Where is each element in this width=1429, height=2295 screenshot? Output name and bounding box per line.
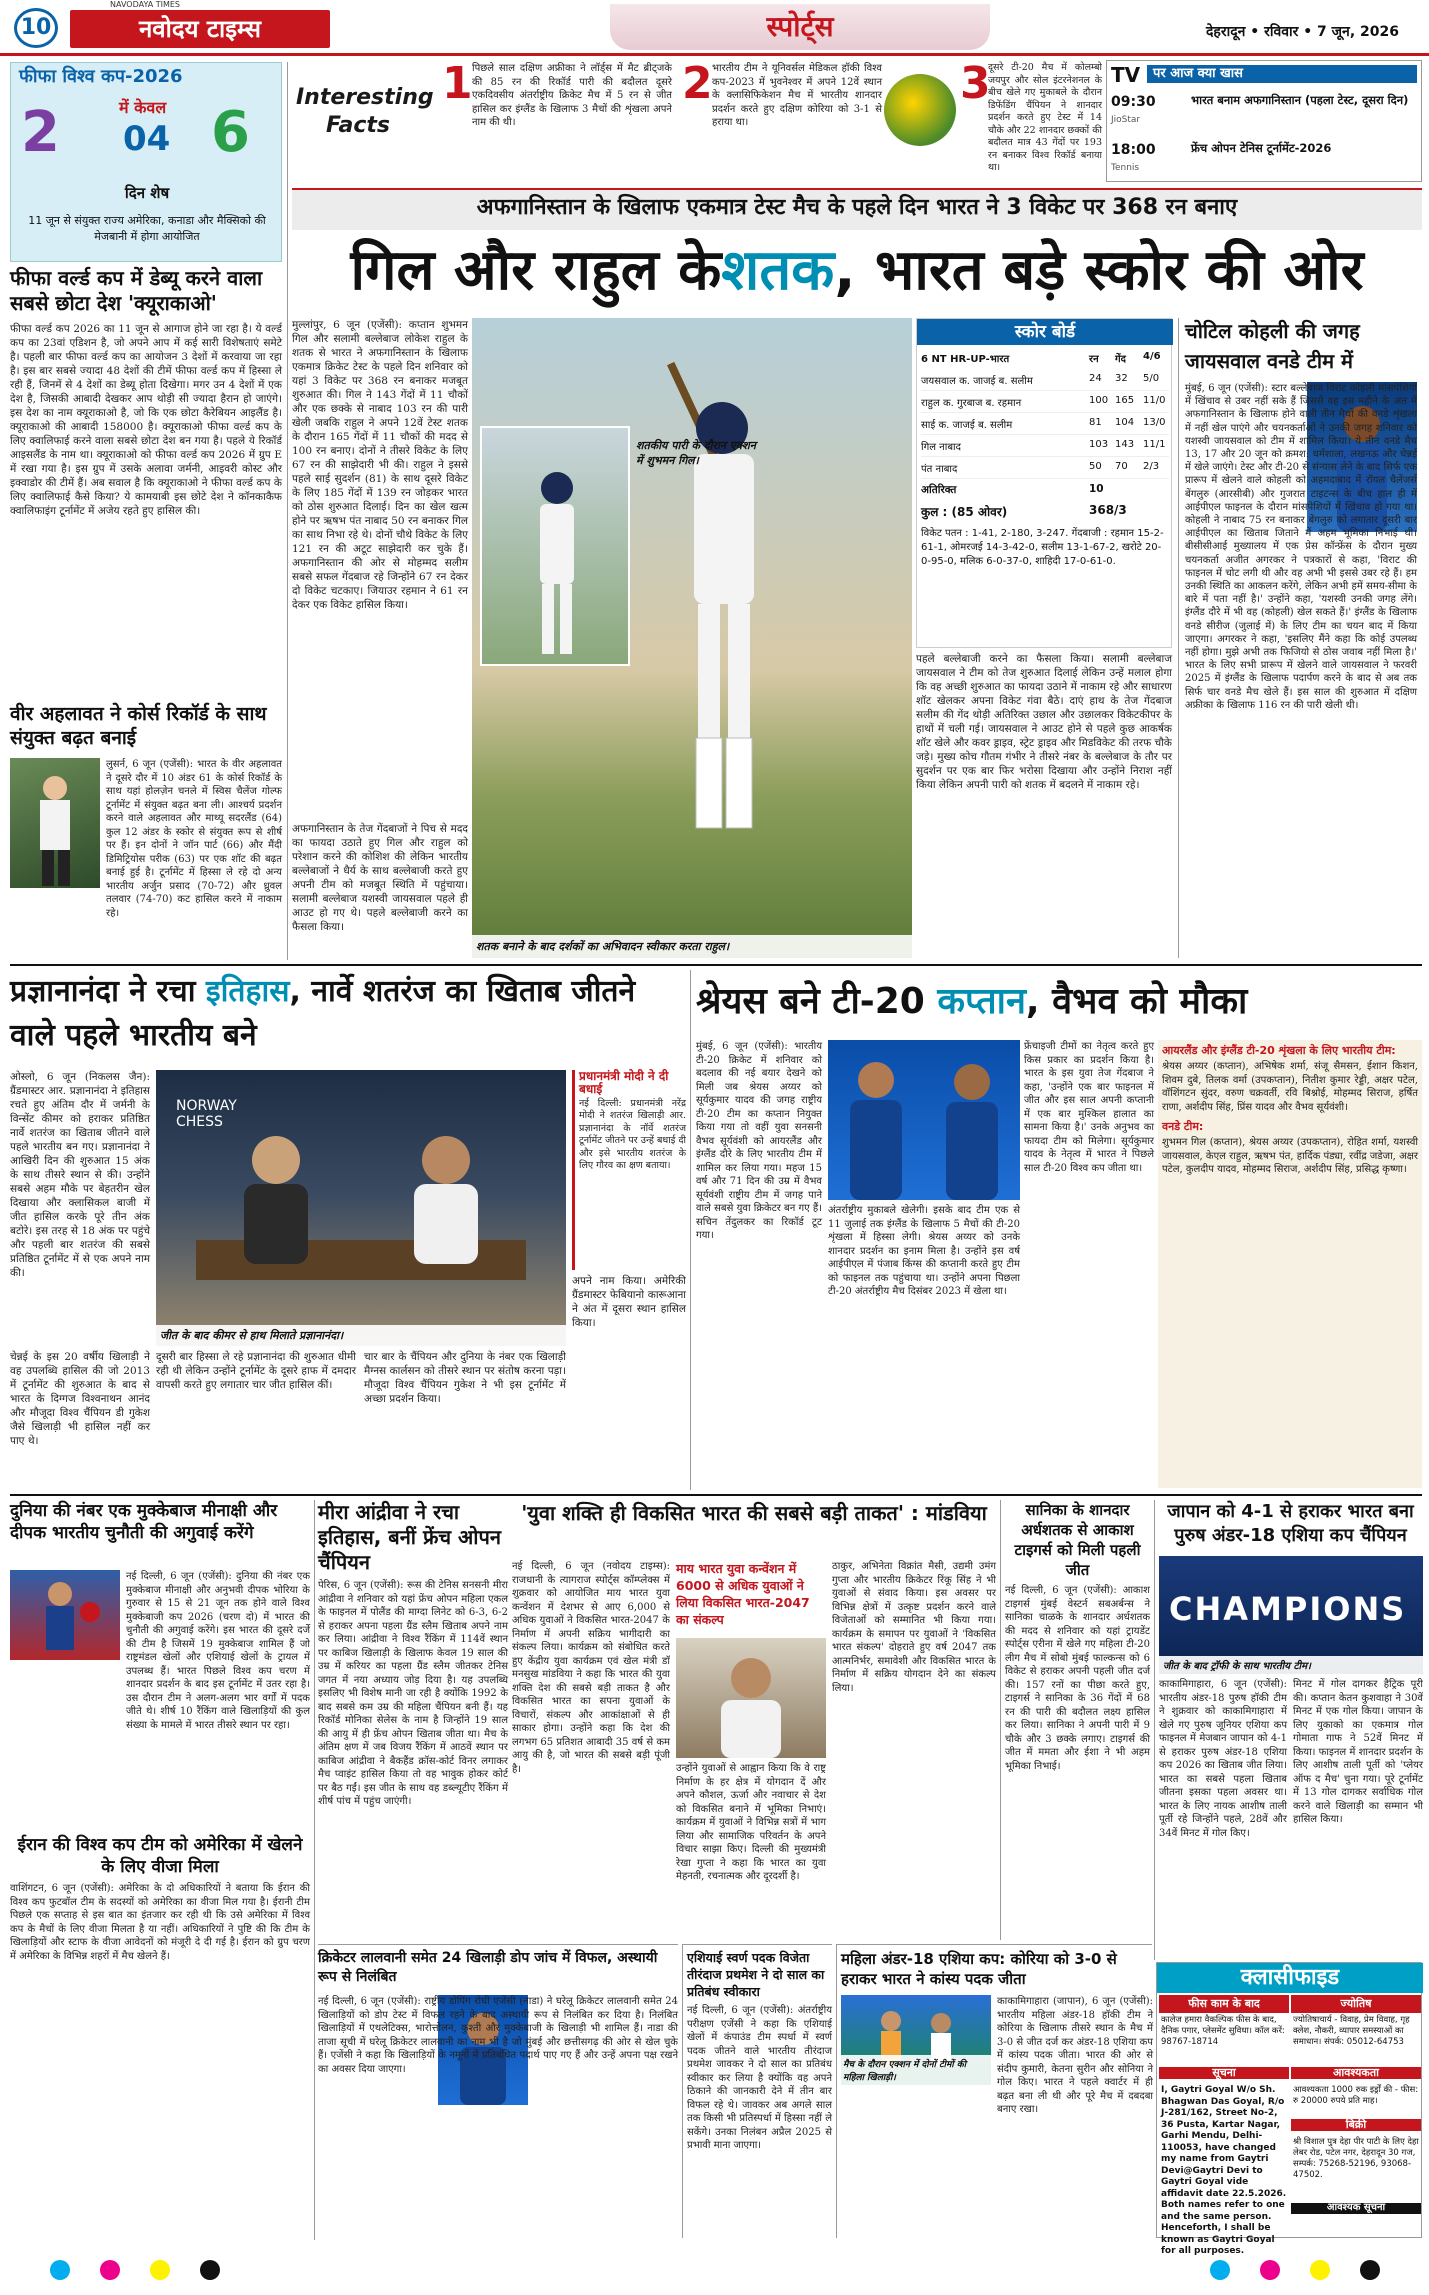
asian-gold-article [682, 1944, 832, 2238]
praggna-headline-1: प्रज्ञानानंदा ने रचा [10, 974, 206, 1009]
sb-runs: 100 [1089, 395, 1109, 406]
curacao-headline: फीफा वर्ल्ड कप में डेब्यू करने वाला सबसे छोटा देश 'क्यूराकाओ' [10, 266, 263, 315]
champions-banner: CHAMPIONS [1169, 1590, 1407, 1628]
sb-4s6s: 13/0 [1143, 417, 1166, 428]
sb-4s6s: 11/0 [1143, 395, 1166, 406]
tv-row-2 [1111, 139, 1417, 181]
facts-label-top: Interesting [296, 85, 434, 110]
sb-total: 368/3 [1089, 503, 1127, 517]
lead-body-col1: मुल्लांपुर, 6 जून (एजेंसी): कप्तान शुभमन गिल और सलामी बल्लेबाज लोकेश राहुल के शतक से भारत ने अफगानिस्तान के खिलाफ एकमात्र क्रिकेट टेस्ट के पहले दिन शनिवार को यहां 3 विकेट पर 368 रन बनाकर मजबूत शुरुआत की। गिल ने 143 गेंदों में 11 चौकों और एक छक्के से नाबाद 103 रन की पारी खेली जबकि राहुल ने अपने 12वें टेस्ट शतक के दौरान 165 गेंदों में 11 चौकों की मदद से 100 रन बनाए। दोनों ने तीसरे विकेट के लिए 67 रन की साझेदारी भी की। राहुल ने इससे पहले साई सुदर्शन (81) के साथ दूसरे विकेट के लिए 185 गेंदों में 139 रन जोड़कर भारत को ठोस शुरुआत दिलाई। दिन का खेल खत्म होने पर ऋषभ पंत नाबाद 50 रन बनाकर गिल का साथ निभा रहे थे। दोनों चौथे विकेट के लिए 121 रन की अटूट साझेदारी कर चुके हैं। अफगानिस्तान की ओर से मोहम्मद सलीम सबसे सफल गेंदबाज रहे जिन्होंने 67 रन देकर दो विकेट चटकाए। जियाउर रहमान ने 61 रन देकर एक विकेट हासिल किया। [292, 319, 468, 611]
lead-kicker: अफगानिस्तान के खिलाफ एकमात्र टेस्ट मैच के पहले दिन भारत ने 3 विकेट पर 368 रन बनाए [476, 195, 1238, 220]
section-rule [10, 1494, 1422, 1496]
sb-batsman: साई क. जाजई ब. सलीम [921, 420, 1013, 431]
doping-headline: क्रिकेटर लालवानी समेत 24 खिलाड़ी डोप जांच में विफल, अस्थायी रूप से निलंबित [318, 1950, 658, 1985]
shreyas-body-1: मुंबई, 6 जून (एजेंसी): भारतीय टी-20 क्रिकेट में शनिवार को बदलाव की नई बयार देखने को मिली जब श्रेयस अय्यर को सूर्यकुमार यादव की जगह राष्ट्रीय टी-20 टीम का कप्तान नियुक्त किया गया तो वहीं युवा सनसनी वैभव सूर्यवंशी को आयरलैंड और इंग्लैंड दौरे के लिए भारतीय टीम में शामिल कर लिया गया। महज 15 वर्ष और 71 दिन की उम्र में वैभव सूर्यवंशी राष्ट्रीय टीम में जगह पाने वाले सबसे युवा क्रिकेटर बन गए हैं। सचिन तेंदुलकर का रिकॉर्ड टूट गया। [696, 1041, 822, 1241]
boxing-body: नई दिल्ली, 6 जून (एजेंसी): दुनिया की नंबर एक मुक्केबाज मीनाक्षी और अनुभवी दीपक भोरिया के गुरुवार से 15 से 21 जून तक होने वाले विश्व मुक्केबाजी कप 2026 (चरण दो) में भारत की चुनौती की अगुवाई करेंगे। इस भारत की दूसरे दर्जे की टीम है जिसमें 19 मुक्केबाज शामिल हैं जो राष्ट्रमंडल खेलों और एशियाई खेलों के ट्रायल में उपलब्ध हैं। भारत पिछले विश्व कप चरण में शानदार प्रदर्शन के बाद इस टूर्नामेंट में उतर रहा है। उस दौरान टीम ने अलग-अलग भार वर्गों में पदक जीते थे। शीर्ष 10 रैंकिंग वाले खिलाड़ियों की कुल संख्या के मामले में भारत तीसरे स्थान पर रहा। [126, 1571, 310, 1731]
mandaviya-figure [676, 1638, 826, 1758]
tv-row-1-time: 09:30 [1111, 94, 1156, 110]
women-u18-article [836, 1944, 1152, 2238]
dateline: देहरादून • रविवार • 7 जून, 2026 [1205, 24, 1399, 40]
sb-team: 6 NT HR-UP-भारत [921, 354, 1010, 365]
modi-title: प्रधानमंत्री मोदी ने दी बधाई [579, 1069, 669, 1096]
fact-1 [442, 60, 672, 178]
mandaviya-photo [676, 1638, 826, 1758]
jaiswal-headline-2: जायसवाल वनडे टीम में [1185, 349, 1353, 373]
classified-cat-1: फीस काम के बाद [1159, 1995, 1289, 2013]
japan-body-1: काकामिगाहारा, 6 जून (एजेंसी): भारतीय अंडर-18 पुरुष हॉकी टीम ने शुक्रवार को काकामिगाहारा में खेले गए पुरुष जूनियर एशिया कप फाइनल में मेजबान जापान को 4-1 से हराकर पुरुष अंडर-18 एशिया कप 2026 का खिताब जीत लिया। भारत का सबसे पहला खिताब जीतना इसका पहला अवसर था। भारत के लिए नायक आशीष ताली पूर्ती रहे जिन्होंने पहले, 28वें और 34वें मिनट में गोल किए। [1159, 1679, 1287, 1839]
notice-body: I, Gaytri Goyal W/o Sh. Bhagwan Das Goyal, R/o J-281/162, Street No-2, 36 Pusta, Kartar Nagar, Garhi Mendu, Delhi-110053, have changed my name from Gaytri Devi@Gaytri Devi to Gaytri Goyal vide affidavit date 22.5.2026. Both names refer to one and the same person. Henceforth, I shall be known as Gaytri Goyal for all purposes. [1161, 2085, 1287, 2256]
sb-batsman: जयसवाल क. जाजई ब. सलीम [921, 376, 1033, 387]
sale-body: श्री विशाल पुत्र देहा पीर पाटी के लिए देहा लेबर रोड, पटेल नगर, देहरादून 30 गज, सम्पर्क: 75268-52196, 93068-47502. [1293, 2137, 1419, 2180]
tv-row-1-text: भारत बनाम अफगानिस्तान (पहला टेस्ट, दूसरा दिन) [1191, 93, 1409, 107]
wc-countdown-box [10, 62, 282, 262]
shreyas-photo [828, 1040, 924, 1200]
urgent-title: आवश्यक सूचना [1291, 2203, 1421, 2214]
scoreboard-extras [921, 483, 1169, 503]
praggna-body-2: चेन्नई के इस 20 वर्षीय खिलाड़ी ने वह उपलब्धि हासिल की जो 2013 में टूर्नामेंट की शुरुआत के बाद से भारत के दिग्गज विश्वनाथन आनंद और मौजूदा विश्व चैंपियन डी गुकेश जैसे खिलाड़ी भी हासिल नहीं कर पाए थे। [10, 1351, 150, 1447]
classified-box [1156, 1962, 1422, 2256]
gill-inset-caption: शतकीय पारी के दौरान एक्शन में शुभमन गिल। [636, 439, 756, 467]
masthead: नवोदय टाइम्स [70, 10, 330, 48]
scoreboard-row [921, 435, 1169, 457]
chess-handshake-figure [156, 1070, 566, 1346]
tv-row-1 [1111, 91, 1417, 133]
classified-cat-2: ज्योतिष [1291, 1995, 1421, 2013]
tv-row-2-channel: Tennis [1111, 163, 1140, 173]
japan-headline: जापान को 4-1 से हराकर भारत बना पुरुष अंडर-18 एशिया कप चैंपियन [1167, 1501, 1414, 1546]
mandaviya-body-3: ठाकुर, अभिनेता विक्रांत मैसी, उद्यमी उमंग गुप्ता और भारतीय क्रिकेटर रिंकू सिंह ने भी युवाओं से संवाद किया। इस अवसर पर विभिन्न क्षेत्रों में उत्कृष्ट प्रदर्शन करने वाले विजेताओं को सम्मानित भी किया गया। कार्यक्रम के समापन पर युवाओं ने 'विकसित भारत संकल्प' दोहराते हुए वर्ष 2047 तक आत्मनिर्भर, समावेशी और विकसित भारत के निर्माण में सक्रिय योगदान देने का संकल्प लिया। [832, 1561, 996, 1694]
curacao-article [10, 266, 282, 698]
masthead-small: NAVODAYA TIMES [110, 0, 181, 9]
need-title: आवश्यकता [1291, 2067, 1421, 2079]
lead-kicker-bar [292, 188, 1422, 230]
scoreboard-row [921, 391, 1169, 413]
praggna-headline-2: , नार्वे शतरंज का खिताब जीतने वाले पहले भारतीय बने [10, 974, 636, 1053]
classified-title: क्लासीफाइड [1157, 1963, 1423, 1993]
shreyas-figure [828, 1040, 924, 1200]
lead-body-col3: पहले बल्लेबाजी करने का फैसला किया। सलामी बल्लेबाज जायसवाल ने टीम को तेज शुरुआत दिलाई लेकिन उन्हें मलाल होगा कि वह अच्छी शुरुआत का फायदा उठाने में नाकाम रहे और साधारण शॉट खेलकर अपना विकेट गंवा बैठे। दाएं हाथ के तेज गेंदबाज सलीम की गेंद थोड़ी अतिरिक्त उछाल और उछालकर विकेटकीपर के हाथों में चली गई। जायसवाल ने आउट होने से पहले कुछ आकर्षक शॉट खेले और कवर ड्राइव, स्ट्रेट ड्राइव और मिडविकेट की तरफ चौके जड़े। मुख्य कोच गौतम गंभीर ने तीसरे नंबर के बल्लेबाज के तौर पर सुदर्शन पर एक बार फिर भरोसा दिखाया और उन्होंने निराश नहीं किया लेकिन अपनी पारी को शतक में बदलने में नाकाम रहे। [916, 653, 1172, 791]
team-list-box [1158, 1040, 1422, 1488]
mandaviya-headline: 'युवा शक्ति ही विकसित भारत की सबसे बड़ी ताकत' : मांडविया [521, 1501, 987, 1525]
sb-runs: 50 [1089, 461, 1102, 472]
mirra-body: पेरिस, 6 जून (एजेंसी): रूस की टेनिस सनसनी मीरा आंद्रीवा ने शनिवार को यहां फ्रेंच ओपन महिला एकल के फाइनल में पोलैंड की माग्दा लिनेट को 6-3, 6-2 से हराकर अपना पहला ग्रैंड स्लैम खिताब अपने नाम कर लिया। आंद्रीवा ने विश्व रैंकिंग में 114वें स्थान पर काबिज खिलाड़ी के खिलाफ केवल 19 साल की उम्र में करियर का पहला ग्रैंड स्लैम जीतकर टेनिस जगत में नया अध्याय जोड़ दिया है। यह उपलब्धि इसलिए भी विशेष मानी जा रही है क्योंकि 1992 के बाद सबसे कम उम्र की महिला चैंपियन बनी हैं। यह रिकॉर्ड मोनिका सेलेस के नाम है जिन्होंने 19 साल की आयु में ही फ्रेंच ओपन खिताब जीता था। मैच के अंतिम क्षण में जब विजय रैंकिंग में आठवें स्थान पर काबिज आंद्रीवा ने बैकहैंड क्रॉस-कोर्ट विनर लगाकर मैच प्वाइंट हासिल किया तो वह भावुक होकर कोर्ट पर बैठ गईं। इस जीत के साथ वह डब्ल्यूटीए रैंकिंग में शीर्ष पांच में पहुंच जाएंगी। [318, 1580, 508, 1807]
gill-figure [482, 428, 632, 668]
sb-runs: 103 [1089, 439, 1109, 450]
wc-countdown-suffix: दिन शेष [124, 184, 170, 202]
chess-caption: जीत के बाद कीमर से हाथ मिलाते प्रज्ञानानंदा। [156, 1325, 566, 1346]
doping-article [318, 1944, 678, 2238]
registration-marks [0, 2250, 1429, 2290]
sb-batsman: राहुल क. गुरबाज ब. रहमान [921, 398, 1022, 409]
jaiswal-article [1178, 318, 1422, 958]
fact-2-number: 2 [682, 58, 713, 109]
sanika-body: नई दिल्ली, 6 जून (एजेंसी): आकाश टाइगर्स मुंबई वेस्टर्न सबअर्बन्स ने सानिका चाळके के शानदार अर्धशतक की मदद से शनिवार को यहां ट्रायडेंट स्पोर्ट्स एरीना में खेले गए महिला टी-20 लीग मैच में सोबो मुंबई फाल्कन्स को 6 विकेट से हराकर अपनी पहली जीत दर्ज की। 157 रनों का पीछा करते हुए, टाइगर्स ने सानिका के 36 गेंदों में 68 रन की पारी की बदौलत लक्ष्य हासिल कर लिया। सानिका ने अपनी पारी में 9 चौके और 3 छक्के लगाए। टाइगर्स की जीत में ममता और ईशा ने भी अहम भूमिका निभाई। [1005, 1585, 1150, 1772]
shreyas-headline-1: श्रेयस बने टी-20 [696, 981, 938, 1022]
japan-body-2: मिनट में गोल दागकर हैट्रिक पूरी की। कप्तान केतन कुशवाहा ने 30वें मिनट में एक गोल किया। जापान के लिए युकाको का एकमात्र गोल गोमाता गाफ ने 52वें मिनट में किया। फाइनल में शानदार प्रदर्शन के लिए आशीष ताली पूर्ती को 'प्लेयर ऑफ द मैच' चुना गया। पूरे टूर्नामेंट में 13 गोल दागकर सर्वाधिक गोल करने वाले खिलाड़ी का सम्मान भी हासिल किया। [1293, 1679, 1423, 1825]
sb-balls: 32 [1115, 373, 1128, 384]
shreyas-headline [696, 976, 1422, 1032]
veer-headline: वीर अहलावत ने कोर्स रिकॉर्ड के साथ संयुक्त बढ़त बनाई [10, 703, 267, 749]
women-hockey-photo [841, 1995, 991, 2085]
veer-body: लुसर्न, 6 जून (एजेंसी): भारत के वीर अहलावत ने दूसरे दौर में 10 अंडर 61 के कोर्स रिकॉर्ड के साथ यहां होलज़ेन चनले में स्विस चैलेंज गोल्फ टूर्नामेंट में संयुक्त बढ़त बना ली। आश्चर्य प्रदर्शन करने वाले अहलावत और माथ्यू सदरलैंड (64) कुल 12 अंडर के स्कोर से संयुक्त रूप से शीर्ष पर हैं। इन दोनों ने जॉन पार्ट (66) और मैंदी डिमिट्रियोस परीक (63) पर एक शॉट की बढ़त बनाई हुई है। टूर्नामेंट में हिस्सा ले रहे दो अन्य भारतीय अर्जुन प्रसाद (70-72) और ध्रुवल तलवार (74-70) कट हासिल करने में नाकाम रहे। [106, 759, 282, 919]
asian-gold-body: नई दिल्ली, 6 जून (एजेंसी): अंतर्राष्ट्रीय परीक्षण एजेंसी ने कहा कि एशियाई खेलों में कंपाउंड टीम स्पर्धा में स्वर्ण पदक जीतने वाले भारतीय तीरंदाज प्रथमेश जावकर ने दो साल का प्रतिबंध स्वीकार कर लिया है क्योंकि वह अपने ठिकाने की जानकारी देने में तीन बार विफल रहे थे। जावकर अब अगले साल तक किसी भी प्रतिस्पर्धा में हिस्सा नहीं ले सकेंगे। उनका निलंबन अप्रैल 2025 से प्रभावी माना जाएगा। [687, 2005, 832, 2151]
jaiswal-body: मुंबई, 6 जून (एजेंसी): स्टार बल्लेबाज विराट कोहली मांसपेशियों में खिंचाव से उबर नहीं सके हैं जिससे वह इस महीने के अंत में अफगानिस्तान के खिलाफ होने वाली तीन मैचों की वनडे शृंखला में नहीं खेल पाएंगे और चयनकर्ताओं ने उनकी जगह शनिवार को यशस्वी जायसवाल को टीम में शामिल किया। ये तीन वनडे मैच 13, 17 और 20 जून को क्रमश: धर्मशाला, लखनऊ और चेन्नई में खेले जाएंगे। टेस्ट और टी-20 से संन्यास लेने के बाद सिर्फ एक प्रारूप में खेलने वाले कोहली को अहमदाबाद में रॉयल चैलेंजर्स बेंगलुरु (आरसीबी) और गुजरात टाइटन्स के बीच हाल ही में आईपीएल फाइनल के दौरान मांसपेशियों में खिंचाव हो गया था। कोहली ने नाबाद 75 रन बनाकर बेंगलुरु को लगातार दूसरी बार आईपीएल का खिताब जिताने में अहम भूमिका निभाई थी। बीसीसीआई मुख्यालय में एक प्रेस कॉन्फ्रेंस के दौरान मुख्य चयनकर्ता अजीत अगरकर ने पत्रकारों से कहा, 'विराट की फाइनल में चोट लगी थी और वह अभी भी इससे उबर रहे हैं। हम उनकी स्थिति का आकलन करेंगे, लेकिन अभी हमें समय-सीमा के बारे में पता नहीं है।' उन्होंने कहा, 'यशस्वी उनकी जगह लेंगे। इंग्लैंड दौरे में भी वह (कोहली) खेल सकते हैं।' इंग्लैंड के खिलाफ वनडे सीरीज (जुलाई में) के लिए टीम का चयन बाद में किया जाएगा। अगरकर ने कहा, 'इसलिए मैंने कहा कि कोई उपलब्ध नहीं होगा। मुझे अभी तक फिजियो से ठोस जवाब नहीं मिला है।' भारत के लिए सभी प्रारूप में खेलने वाले जायसवाल ने फरवरी 2025 में इंग्लैंड के खिलाफ पदार्पण करने के बाद से अब तक सिर्फ चार वनडे मैच खेले हैं। इस साल की शुरुआत में दक्षिण अफ्रीका के खिलाफ 116 रन की पारी खेली थी। [1185, 383, 1417, 711]
sb-runs: 24 [1089, 373, 1102, 384]
vaibhav-figure [924, 1040, 1020, 1200]
praggna-headline [10, 970, 686, 1066]
sb-4s6s: 5/0 [1143, 373, 1160, 384]
svg-text:NORWAY: NORWAY [176, 1098, 237, 1114]
column-divider [690, 970, 691, 1490]
women-u18-headline: महिला अंडर-18 एशिया कप: कोरिया को 3-0 से हराकर भारत ने कांस्य पदक जीता [841, 1950, 1117, 1988]
asian-gold-headline: एशियाई स्वर्ण पदक विजेता तीरंदाज प्रथमेश ने दो साल का प्रतिबंध स्वीकारा [687, 1950, 825, 1999]
sb-col-4s6s: 4/6 [1143, 351, 1161, 362]
fact-3 [960, 60, 1102, 178]
print-registration-bar [0, 2250, 1429, 2290]
sb-balls: 165 [1115, 395, 1135, 406]
iran-body: वाशिंगटन, 6 जून (एजेंसी): अमेरिका के दो अधिकारियों ने बताया कि ईरान की विश्व कप फुटबॉल टीम के सदस्यों को अमेरिका का वीजा मिल गया है। ईरानी टीम पिछले एक सप्ताह से इस बात का इंतजार कर रही थी कि उसे अमेरिका में विश्व कप के मैचों के लिए वीजा मिलता है या नहीं। अधिकारियों ने पुष्टि की कि टीम के खिलाड़ियों और स्टाफ के वीजा आवेदनों को मंजूरी दे दी गई है। ईरान को ग्रुप चरण में अमेरिका के विभिन्न शहरों में मैच खेलने हैं। [10, 1883, 310, 1962]
column-divider [314, 1500, 315, 2240]
scoreboard-row [921, 457, 1169, 479]
women-u18-body: काकामिगाहारा (जापान), 6 जून (एजेंसी): भारतीय महिला अंडर-18 हॉकी टीम ने कोरिया के खिलाफ तीसरे स्थान के मैच में 3-0 से जीत दर्ज कर अंडर-18 एशिया कप में कांस्य पदक जीता। भारत की ओर से संदीप कुमारी, केतना सुरीन और सोनिया ने गोल किए। भारत ने पहले क्वार्टर में ही बढ़त बना ली थी और पूरे मैच में दबदबा बनाए रखा। [997, 1996, 1153, 2115]
scoreboard [916, 318, 1172, 648]
sb-balls: 70 [1115, 461, 1128, 472]
scoreboard-title: स्कोर बोर्ड [917, 319, 1173, 345]
japan-team-photo [1159, 1556, 1423, 1674]
wc-countdown-title: फीफा विश्व कप-2026 [19, 66, 183, 87]
t20-team-list: श्रेयस अय्यर (कप्तान), अभिषेक शर्मा, संजू सैमसन, ईशान किशन, शिवम दुबे, तिलक वर्मा (उपकप्तान), नितीश कुमार रेड्डी, अक्षर पटेल, वॉशिंगटन सुंदर, वरुण चक्रवर्ती, रवि बिश्नोई, मोहम्मद सिराज, हर्षित राणा, अर्शदीप सिंह, प्रिंस यादव और वैभव सूर्यवंशी। [1162, 1061, 1418, 1113]
wc-26-logo-2: 6 [211, 100, 250, 165]
doping-body: नई दिल्ली, 6 जून (एजेंसी): राष्ट्रीय डोपिंग रोधी एजेंसी (नाडा) ने घरेलू क्रिकेटर लालवानी समेत 24 खिलाड़ियों को डोप टेस्ट में विफल रहने के बाद अस्थायी रूप से निलंबित कर दिया है। निलंबित खिलाड़ियों में एथलेटिक्स, भारोत्तोलन, कुश्ती और मुक्केबाजी के खिलाड़ी भी शामिल हैं। नाडा की ताजा सूची में घरेलू क्रिकेटर लालवानी का नाम भी है जो मुंबई और छत्तीसगढ़ की ओर से खेल चुके हैं। एजेंसी ने कहा कि खिलाड़ियों के नमूनों में प्रतिबंधित पदार्थ पाए गए हैं और उन्हें अपना पक्ष रखने का अवसर दिया जाएगा। [318, 1996, 678, 2075]
modi-body: नई दिल्ली: प्रधानमंत्री नरेंद्र मोदी ने शतरंज खिलाड़ी आर. प्रज्ञानानंदा के नॉर्वे शतरंज टूर्नामेंट जीतने पर उन्हें बधाई दी और इसे भारतीय शतरंज के लिए गौरव का क्षण बताया। [579, 1097, 686, 1172]
hockey-ball-photo [884, 74, 956, 146]
column-divider [287, 62, 288, 960]
notice-title: सूचना [1159, 2067, 1289, 2079]
sb-extras-label: अतिरिक्त [921, 484, 957, 496]
fact-3-number: 3 [960, 58, 991, 109]
odi-team-title: वनडे टीम: [1162, 1120, 1204, 1133]
scoreboard-row [921, 369, 1169, 391]
sanika-headline: सानिका के शानदार अर्धशतक से आकाश टाइगर्स को मिली पहली जीत [1014, 1501, 1141, 1579]
shreyas-body-3: फ्रेंचाइजी टीमों का नेतृत्व करते हुए किस प्रकार का प्रदर्शन किया है। भारत के इस युवा तेज गेंदबाज ने कहा, 'उन्होंने एक बार फाइनल में जीत और इस साल अपनी कप्तानी में एक बार मुश्किल हालात का सामना किया है।' उनके अनुभव का फायदा टीम को मिलेगा। सूर्यकुमार यादव के नेतृत्व में भारत ने पिछले साल टी-20 विश्व कप जीता था। [1024, 1041, 1154, 1174]
iran-headline: ईरान की विश्व कप टीम को अमेरिका में खेलने के लिए वीजा मिला [17, 1835, 303, 1877]
mirra-article [318, 1500, 508, 1940]
japan-caption: जीत के बाद ट्रॉफी के साथ भारतीय टीम। [1159, 1656, 1423, 1674]
praggna-body-3: दूसरी बार हिस्सा ले रहे प्रज्ञानानंदा की शुरुआत धीमी रही थी लेकिन उन्होंने टूर्नामेंट के दूसरे हाफ में दमदार वापसी करते हुए लगातार चार जीत हासिल कीं। [156, 1351, 356, 1391]
praggna-headline-hl: इतिहास [205, 974, 290, 1009]
scoreboard-fow: विकेट पतन : 1-41, 2-180, 3-247. गेंदबाजी : रहमान 15-2-61-1, ओमरजई 14-3-42-0, सलीम 13-1-67-2, खरोटे 20-0-95-0, मलिक 6-0-37-0, शाहिदी 17-0-61-0. [921, 528, 1164, 567]
wc-26-logo: 2 [21, 100, 60, 165]
section-title: स्पोर्ट्स [610, 4, 990, 50]
tv-row-2-text: फ्रेंच ओपन टेनिस टूर्नामेंट-2026 [1191, 141, 1332, 155]
facts-strip [292, 60, 1102, 180]
jaiswal-headline-1: चोटिल कोहली की जगह [1185, 319, 1360, 343]
tv-label: TV [1111, 63, 1141, 87]
sb-runs: 81 [1089, 417, 1102, 428]
sale-title: बिक्री [1291, 2119, 1421, 2131]
sb-total-label: कुल : (85 ओवर) [921, 505, 1008, 519]
praggna-body-1: ओस्लो, 6 जून (निकलस जैन): ग्रैंडमास्टर आर. प्रज्ञानानंदा ने इतिहास रचते हुए अंतिम दौर में जर्मनी के विन्सेंट कीमर को हराकर प्रतिष्ठित नार्वे शतरंज का खिताब जीतने वाले पहले भारतीय बन गए। प्रज्ञानानंदा ने आखिरी दिन की शुरुआत 15 अंक के साथ तीसरे स्थान से की। उन्होंने सबसे अहम मौके पर बेहतरीन खेल दिखाया और क्लासिकल बाजी में जीत हासिल करके पूरे तीन अंक बटोरे। इस तरह से 18 अंक पर पहुंचे और पहली बार शतरंज की सबसे प्रतिष्ठित टूर्नामेंट में से एक अपने नाम की। [10, 1071, 150, 1279]
modi-box [572, 1070, 686, 1270]
sb-4s6s: 11/1 [1143, 439, 1166, 450]
t20-team-title: आयरलैंड और इंग्लैंड टी-20 शृंखला के लिए भारतीय टीम: [1162, 1044, 1396, 1057]
iran-article [10, 1834, 310, 2238]
tv-row-1-channel: JioStar [1111, 115, 1141, 125]
gill-inset-photo [480, 426, 630, 666]
lead-headline-2: , भारत बड़े स्कोर की ओर [834, 238, 1364, 303]
mandaviya-body-1: नई दिल्ली, 6 जून (नवोदय टाइम्स): राजधानी के त्यागराज स्पोर्ट्स कॉम्प्लेक्स में शुक्रवार को आयोजित माय भारत युवा कन्वेंशन में देशभर से आए 6,000 से अधिक युवाओं ने विकसित भारत-2047 के निर्माण में अपनी सक्रिय भागीदारी का संकल्प लिया। कार्यक्रम को संबोधित करते हुए केंद्रीय युवा कार्यक्रम एवं खेल मंत्री डॉ मनसुख मांडविया ने कहा कि भारत की युवा शक्ति देश की सबसे बड़ी ताकत है और विकसित भारत का सपना युवाओं के विचारों, संकल्प और आकांक्षाओं से ही साकार होगा। उन्होंने कहा कि देश की लगभग 65 प्रतिशत आबादी 35 वर्ष से कम आयु की है, जो भारत की सबसे बड़ी पूंजी है। [512, 1561, 670, 1775]
lead-headline-1: गिल और राहुल के [350, 238, 722, 303]
odi-team-list: शुभमन गिल (कप्तान), श्रेयस अय्यर (उपकप्तान), रोहित शर्मा, यशस्वी जायसवाल, केएल राहुल, ऋषभ पंत, हार्दिक पंड्या, रवींद्र जडेजा, अक्षर पटेल, कुलदीप यादव, मोहम्मद सिराज, अर्शदीप सिंह, प्रसिद्ध कृष्णा। [1162, 1137, 1418, 1175]
mandaviya-subhead: माय भारत युवा कन्वेंशन में 6000 से अधिक युवाओं ने लिया विकसित भारत-2047 का संकल्प [676, 1561, 810, 1627]
lead-body-col1-cont: अफगानिस्तान के तेज गेंदबाजों ने पिच से मदद का फायदा उठाते हुए गिल और राहुल को परेशान करने की कोशिश की लेकिन भारतीय बल्लेबाजों ने धैर्य के साथ बल्लेबाजी करते हुए अपनी टीम को मजबूत स्थिति में पहुंचाया। सलामी बल्लेबाज यशस्वी जायसवाल पहले ही आउट हो गए थे। पहले बल्लेबाजी करने का फैसला किया। [292, 823, 468, 933]
women-hockey-caption: मैच के दौरान एक्शन में दोनों टीमों की महिला खिलाड़ी। [841, 2055, 991, 2085]
tv-row-2-time: 18:00 [1111, 142, 1156, 158]
mandaviya-article [512, 1500, 996, 1940]
rahul-caption: शतक बनाने के बाद दर्शकों का अभिवादन स्वीकार करता राहुल। [472, 935, 912, 958]
sanika-article [1000, 1500, 1150, 1940]
sb-balls: 104 [1115, 417, 1135, 428]
svg-text:CHESS: CHESS [176, 1114, 223, 1130]
wc-countdown-note: 11 जून से संयुक्त राज्य अमेरिका, कनाडा और मैक्सिको की मेजबानी में होगा आयोजित [28, 214, 266, 243]
boxing-headline: दुनिया की नंबर एक मुक्केबाज मीनाक्षी और दीपक भारतीय चुनौती की अगुवाई करेंगे [10, 1501, 278, 1543]
praggna-after-modi: अपने नाम किया। अमेरिकी ग्रैंडमास्टर फेबियानो कारूआना ने अंत में दूसरा स्थान हासिल किया। [572, 1275, 686, 1329]
classified-ad-1: कालेज हमारा वैकल्पिक फीस के बाद, दैनिक पगार, प्लेसमेंट सुविधा। कॉल करें: 98767-18714 [1161, 2015, 1285, 2047]
section-rule [10, 964, 1422, 966]
praggna-body-4: चार बार के चैंपियन और दुनिया के नंबर एक खिलाड़ी मैग्नस कार्लसन को तीसरे स्थान पर संतोष करना पड़ा। मौजूदा विश्व चैंपियन गुकेश ने भी इस टूर्नामेंट में अच्छा प्रदर्शन किया। [364, 1351, 566, 1405]
tv-schedule [1106, 60, 1422, 182]
fact-3-text: दूसरे टी-20 मैच में कोलम्बो जयपुर और सोल इंटरनेशनल के बीच खेले गए मुकाबले के दौरान डिफेंडिंग चैंपियन ने शानदार प्रदर्शन करते हुए टेस्ट में 14 चौके और 22 शानदार छक्कों की बदौलत मात्र 43 गेंदों पर 193 रन बनाकर विश्व रिकॉर्ड बनाया था। [988, 62, 1102, 173]
golfer-figure [10, 758, 100, 888]
shreyas-body-2: अंतर्राष्ट्रीय मुकाबले खेलेगी। इसके बाद टीम एक से 11 जुलाई तक इंग्लैंड के खिलाफ 5 मैचों की टी-20 शृंखला में हिस्सा लेगी। श्रेयस अय्यर को उनके शानदार प्रदर्शन का इनाम मिला है। उन्होंने इस वर्ष आईपीएल में पंजाब किंग्स की कप्तानी करते हुए टीम को फाइनल तक पहुंचाया था। उन्होंने अपना पिछला टी-20 अंतर्राष्ट्रीय मैच दिसंबर 2023 में खेला था। [828, 1205, 1020, 1297]
page-number: 10 [14, 8, 58, 48]
sb-batsman: पंत नाबाद [921, 464, 958, 475]
fact-2-text: भारतीय टीम ने यूनिवर्सल मेडिकल हॉकी विश्व कप-2023 में भुवनेश्वर में अपने 12वें स्थान के क्लासिफिकेशन मैच में भारतीय शानदार प्रदर्शन करते हुए दक्षिण कोरिया को 3-1 से हराया था। [712, 63, 882, 128]
scoreboard-row [921, 413, 1169, 435]
japan-article [1154, 1500, 1422, 1960]
mirra-headline: मीरा आंद्रीवा ने रचा इतिहास, बनीं फ्रेंच ओपन चैंपियन [318, 1500, 501, 1574]
fact-1-number: 1 [442, 58, 473, 109]
lead-headline-highlight: शतक [721, 238, 835, 303]
shreyas-headline-hl: कप्तान [937, 981, 1026, 1022]
sb-extras: 10 [1089, 483, 1104, 495]
vaibhav-photo [924, 1040, 1020, 1200]
mandaviya-body-2: उन्होंने युवाओं से आह्वान किया कि वे राष्ट्र निर्माण के हर क्षेत्र में योगदान दें और अपने कौशल, ऊर्जा और नवाचार से देश को विकसित बनाने में भूमिका निभाएं। कार्यक्रम में युवाओं ने विभिन्न सत्रों में भाग लिया और सामाजिक परिवर्तन के अपने विचार साझा किए। दिल्ली की मुख्यमंत्री रेखा गुप्ता ने कहा कि भारत का युवा मेहनती, रचनात्मक और दूरदर्शी है। [676, 1763, 826, 1882]
sb-col-runs: रन [1089, 354, 1099, 365]
shreyas-headline-2: , वैभव को मौका [1025, 981, 1248, 1022]
wc-countdown-prefix: में केवल [119, 98, 167, 117]
sb-col-balls: गेंद [1115, 354, 1126, 365]
scoreboard-total [921, 503, 1169, 525]
fact-2 [682, 60, 882, 178]
tv-title: पर आज क्या खास [1147, 65, 1417, 83]
rahul-photo [472, 318, 912, 958]
fact-1-text: पिछले साल दक्षिण अफ्रीका ने लॉर्ड्स में मैट ब्रीट्जके की 85 रन की रिकॉर्ड पारी की बदौलत दूसरे एकदिवसीय अंतर्राष्ट्रीय क्रिकेट मैच में 5 रन से जीत हासिल कर इंग्लैंड के खिलाफ 3 मैचों की शृंखला अपने नाम की थी। [472, 63, 672, 128]
facts-label-bottom: Facts [326, 113, 391, 138]
scoreboard-rows [921, 369, 1169, 479]
chess-photo [156, 1070, 566, 1346]
golfer-photo [10, 758, 100, 888]
curacao-body: फीफा वर्ल्ड कप 2026 का 11 जून से आगाज होने जा रहा है। ये वर्ल्ड कप का 23वां एडिशन है, जो अपने आप में कई सारी विशेषताएं समेटे है। पहली बार फीफा वर्ल्ड कप का आयोजन 3 देशों में करवाया जा रहा है। इस बार सबसे ज्यादा 48 देशों की टीमें फीफा वर्ल्ड कप में हिस्सा ले रही हैं, जिनमें से 4 देशों का डेब्यू होता दिखेगा। मगर उन 4 देशों में एक देश है, जिसकी आबादी देखकर आप थोड़ी सी ज्यादा हैरान हो जाएंगे। इस देश का नाम क्यूराकाओ है, जो कि एक छोटा कैरेबियन आइलैंड है। क्यूराकाओ की आबादी 158000 है। क्यूराकाओ फीफा वर्ल्ड कप के लिए क्वालिफाई करने वाला सबसे छोटा देश बन गया है। पहले ये रिकॉर्ड आइसलैंड के नाम था। क्यूराकाओ को फीफा वर्ल्ड कप 2026 में ग्रुप E में रखा गया है। इस ग्रुप में उसके अलावा जर्मनी, आइवरी कोस्ट और इक्वाडोर की टीमें हैं। अब सवाल है कि क्यूराकाओ ने फीफा वर्ल्ड कप के लिए क्वालिफाई कैसे किया? ये कामयाबी इस छोटे देश ने कॉनकाकैफ क्वालिफाइंग टूर्नामेंट में अजेय रहते हुए हासिल की। [10, 323, 282, 517]
lead-headline [292, 232, 1422, 312]
wc-countdown-days: 04 [123, 119, 171, 159]
need-body: आवश्यकता 1000 रुक इर्ड्रों की - फीस: रु 20000 रुपये प्रति माह। [1293, 2085, 1419, 2106]
veer-article [10, 702, 282, 960]
sb-balls: 143 [1115, 439, 1135, 450]
sb-batsman: गिल नाबाद [921, 442, 961, 453]
scoreboard-team-row [921, 349, 1169, 367]
boxing-article [10, 1500, 310, 1830]
classified-ad-2: ज्योतिषाचार्य - विवाह, प्रेम विवाह, गृह क्लेश, नौकरी, व्यापार समस्याओं का समाधान। संपर्क: 05012-64753 [1293, 2015, 1410, 2047]
page-header [0, 0, 1429, 56]
sb-4s6s: 2/3 [1143, 461, 1160, 472]
